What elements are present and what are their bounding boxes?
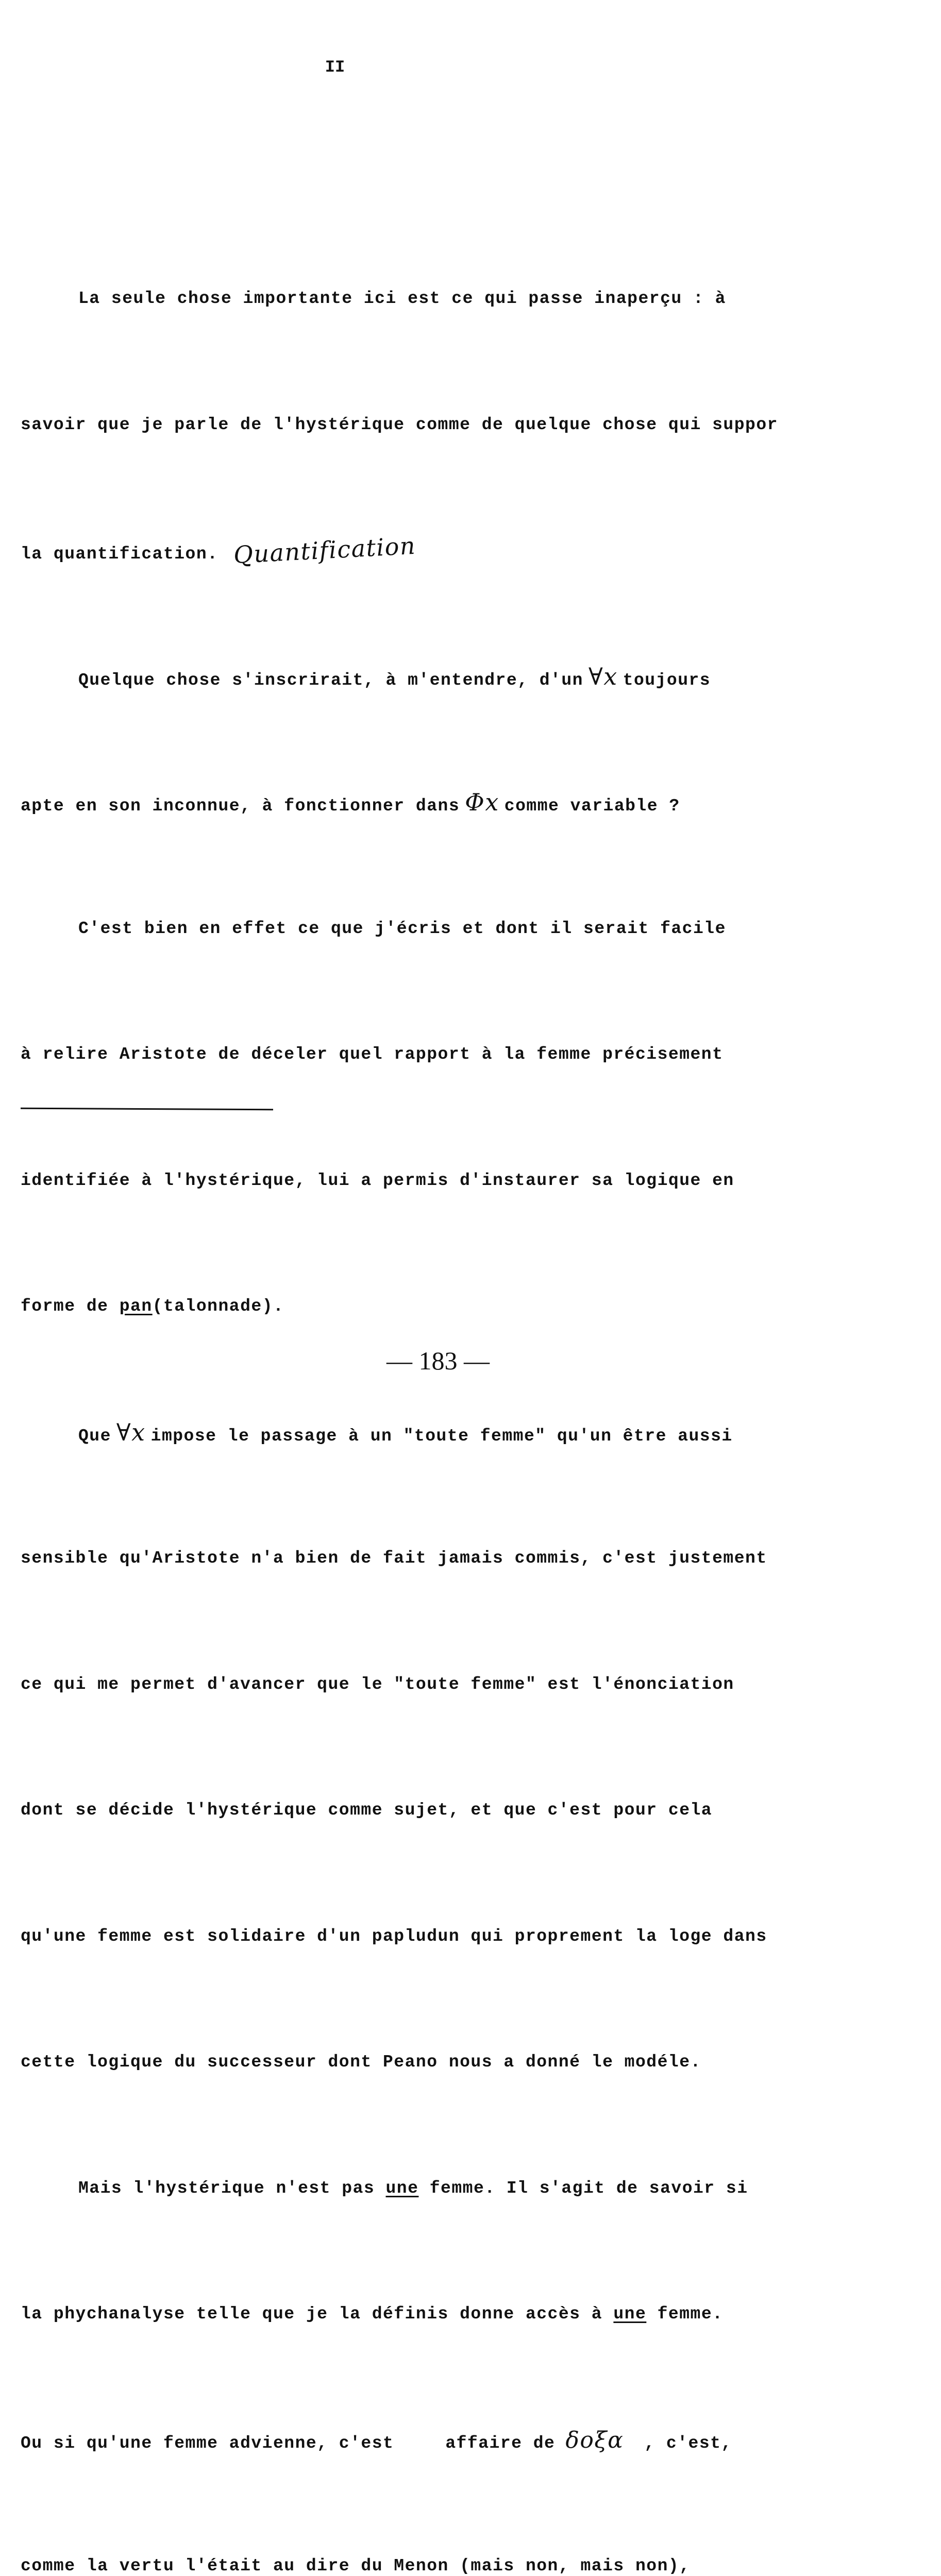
text-line <box>21 530 850 572</box>
text-span: , c'est, <box>644 2433 732 2453</box>
body-text <box>21 194 850 2576</box>
formula-phi-x: Φx <box>465 788 499 816</box>
text-span: affaire de <box>445 2433 556 2453</box>
underlined-word: pan <box>119 1297 153 1316</box>
text-span: savoir que je parle de l'hystérique comme de quelque chose qui suppor <box>21 415 778 434</box>
text-span: Que <box>78 1426 111 1446</box>
text-span: apte en son inconnue, à fonctionner dans <box>21 796 460 816</box>
text-span: Quelque chose s'inscrirait, à m'entendre, d'un <box>78 670 583 690</box>
text-line <box>21 1789 850 1832</box>
text-span: La seule chose importante ici est ce qui passe inaperçu : à <box>78 289 726 308</box>
text-span: comme variable ? <box>504 796 680 816</box>
text-line <box>21 1916 850 1958</box>
underlined-word: une <box>613 2304 647 2324</box>
text-span: identifiée à l'hystérique, lui a permis d'instaurer sa logique en <box>21 1171 734 1190</box>
text-span: femme. <box>646 2304 724 2324</box>
text-span: femme. Il s'agit de savoir si <box>418 2178 748 2198</box>
text-span: qu'une femme est solidaire d'un papludun qui proprement la loge dans <box>21 1926 767 1946</box>
formula-doxa: δοξα <box>565 2427 624 2453</box>
text-line <box>21 1412 850 1454</box>
text-span: impose le passage à un "toute femme" qu'un être aussi <box>150 1426 733 1446</box>
text-span: à relire Aristote de déceler quel rapport à la femme précisement <box>21 1045 724 1064</box>
chapter-number: II <box>325 58 345 77</box>
text-line <box>21 656 850 698</box>
text-line <box>21 2293 850 2335</box>
text-span: C'est bien en effet ce que j'écris et dont il serait facile <box>78 919 726 938</box>
text-line <box>21 908 850 950</box>
text-line <box>21 782 850 824</box>
text-span: dont se décide l'hystérique comme sujet, et que c'est pour cela <box>21 1801 713 1820</box>
text-span: ce qui me permet d'avancer que le "toute femme" est l'énonciation <box>21 1674 734 1694</box>
text-span: comme la vertu l'était au dire du Menon (mais non, mais non), <box>21 2556 691 2575</box>
text-span: Ou si qu'une femme advienne, c'est <box>21 2433 394 2453</box>
text-line <box>21 2545 850 2576</box>
text-span: Mais l'hystérique n'est pas <box>78 2178 386 2198</box>
text-span: (talonnade). <box>152 1297 284 1316</box>
text-line <box>21 1537 850 1580</box>
text-line <box>21 278 850 320</box>
text-span: la phychanalyse telle que je la définis donne accès à <box>21 2304 614 2324</box>
text-span: la quantification. <box>21 545 219 564</box>
text-line <box>21 2419 850 2462</box>
text-line <box>21 1664 850 1706</box>
text-span: forme de <box>21 1297 120 1316</box>
handwritten-annotation: Quantification <box>233 531 417 569</box>
text-line <box>21 1160 850 1202</box>
underlined-word: une <box>385 2178 419 2198</box>
text-span: sensible qu'Aristote n'a bien de fait jamais commis, c'est justement <box>21 1549 767 1568</box>
page-number: — 183 — <box>387 1346 490 1375</box>
text-span: toujours <box>623 670 711 690</box>
formula-forall-x-2: ∀x <box>116 1418 146 1446</box>
text-line <box>21 2041 850 2083</box>
text-line <box>21 1033 850 1076</box>
text-span: cette logique du successeur dont Peano nous a donné le modéle. <box>21 2053 701 2072</box>
text-line <box>21 2167 850 2210</box>
text-line <box>21 1285 850 1328</box>
text-line <box>21 404 850 446</box>
formula-forall-x: ∀x <box>588 662 618 690</box>
